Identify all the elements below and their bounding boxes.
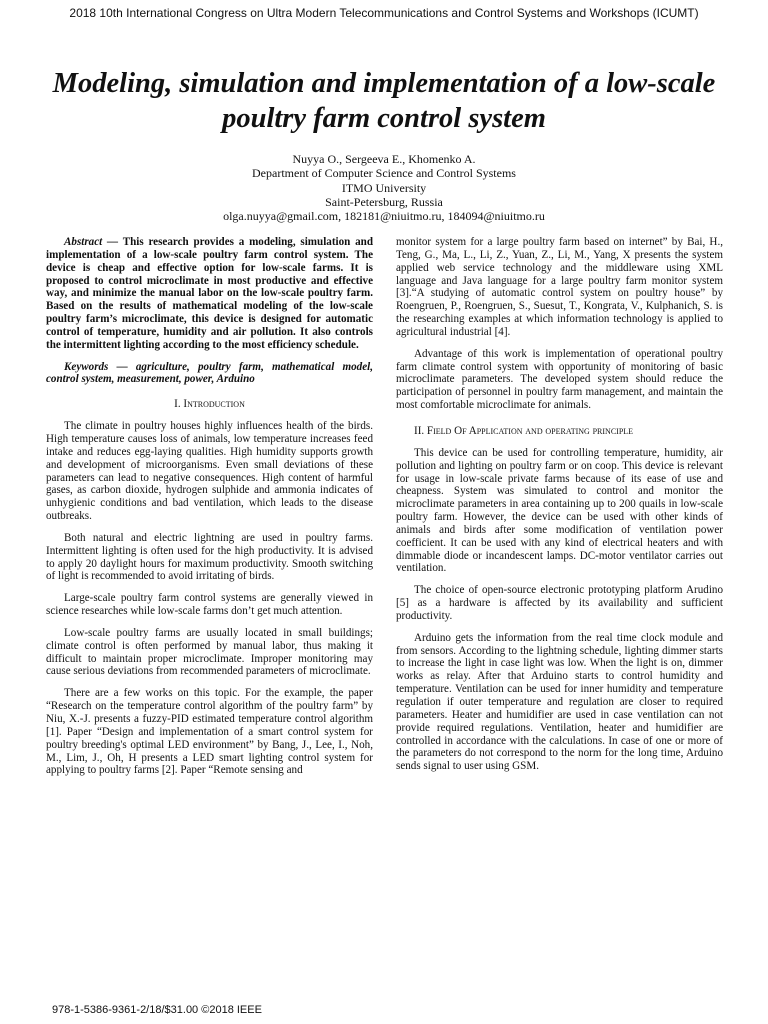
field-paragraph-1: This device can be used for controlling temperature, humidity, air pollution and lighting on poultry farm or on coop. This device is relevant for usage in low-scale private farms because of its ease of use and cheapness. System was simulated to control and monitor the microclimate parameters in area containing up to 200 quails in low-scale poultry farm. However, the device can be used with other kinds of animals and birds after some modification of ventilation power coefficient. It can be used with any kind of electrical heaters and with dimmable diode or incandescent lamps. DC-motor ventilator carries out ventilation. [396,446,723,575]
author-emails: olga.nuyya@gmail.com, 182181@niuitmo.ru, 184094@niuitmo.ru [223,209,545,224]
left-column [46,236,373,786]
advantage-paragraph: Advantage of this work is implementation of operational poultry farm climate control system with opportunity of monitoring of basic microclimate parameters. The developed system should reduce the participation of personnel in poultry farm management, and maintain the most comfortable microclimate for animals. [396,347,723,412]
intro-paragraph-2: Both natural and electric lightning are used in poultry farms. Intermittent lighting is often used for the high productivity. It is advised to apply 20 daylight hours for maximum productivity. Smooth switching of light is recommended to avoid irritating of birds. [46,531,373,583]
intro-paragraph-3: Large-scale poultry farm control systems are generally viewed in science researches while low-scale farms don’t get much attention. [46,592,373,618]
paper-title: Modeling, simulation and implementation of a low-scale poultry farm control system [52,68,716,134]
author-block [0,152,768,223]
intro-paragraph-4: Low-scale poultry farms are usually located in small buildings; climate control is often performed by manual labor, thus making it difficult to maintain proper microclimate. Improper monitoring may cause serious deviations from recommended parameters of microclimate. [46,626,373,678]
abstract-text: This research provides a modeling, simulation and implementation of a low-scale poultry farm control system. The device is cheap and effective option for low-scale farms. It is proposed to control microclimate in most productive and effective way, and minimize the manual labor on the low-scale poultry farm. Based on the results of mathematical modeling of the low-scale poultry farm’s microclimate, this device is designed for automatic control of temperature, humidity and air pollution. It also controls the intermittent lighting according to the most efficiency schedule. [46,236,373,351]
abstract [46,236,373,352]
field-paragraph-3: Arduino gets the information from the real time clock module and from sensors. According to the lightning schedule, lighting dimmer starts to increase the light in case light was low. When the light is on, dimmer works as relay. After that Arduino starts to control humidity and temperature. Ventilation can be used for inner humidity and temperature regulation if outer temperature and regulation are closer to required parameters. Heater and humidifier are used in case ventilation can not provide required regulations. Ventilation, heater and humidifier are controlled in accordance with the calculations. In case of one or more of the parameters do not correspond to the norm for the long time, Arduino sends signal to user using GSM. [396,631,723,773]
right-column [396,236,723,782]
intro-paragraph-5: There are a few works on this topic. For the example, the paper “Research on the temperature control algorithm of the poultry farm” by Niu, X.-J. presents a fuzzy-PID estimated temperature control algorithm [1]. Paper “Design and implementation of a smart control system for poultry breeding's optimal LED environment” by Bang, J., Lee, I., Noh, M., Lim, J., Oh, H presents a LED smart lighting control system for applying to poultry farms [2]. Paper “Remote sensing and [46,687,373,777]
author-names: Nuyya O., Sergeeva E., Khomenko A. [292,152,476,166]
abstract-lead: Abstract — [64,236,119,248]
section-2-heading: II. Field Of Application and operating principle [414,424,634,437]
keywords-text: agriculture, poultry farm, mathematical model, control system, measurement, power, Arduino [46,360,373,386]
author-department: Department of Computer Science and Control Systems [252,166,516,181]
intro-paragraph-1: The climate in poultry houses highly influences health of the birds. High temperature causes loss of animals, low temperature increases feed intake and reduces egg-laying qualities. High humidity supports growth and development of microorganisms. Even small deviations of these parameters can lead to negative consequences. High content of harmful gases, as carbon dioxide, hydrogen sulphide and ammonia indicates of unhygienic conditions and bad ventilation, which leads to the disease outbreaks. [46,420,373,523]
section-1-heading: I. Introduction [174,398,245,411]
keywords-lead: Keywords — [64,360,128,373]
keywords [46,361,373,387]
conference-header: 2018 10th International Congress on Ultra Modern Telecommunications and Control Systems and Workshops (ICUMT) [69,6,699,20]
field-paragraph-2: The choice of open-source electronic prototyping platform Arudino [5] as a hardware is affected by its availability and sufficient productivity. [396,584,723,622]
author-university: ITMO University [341,180,427,195]
continuation-paragraph: monitor system for a large poultry farm based on internet” by Bai, H., Teng, G., Ma, L., Li, Z., Yuan, Z., Li, M., Yang, X presents the system applied web service technology and the middleware using XML language and Java language for a large poultry farm monitor system [3].“A studying of automatic control system on poultry house” by Roengruen, P., Roengruen, S., Suesut, T., Kongrata, V., Kulphanich, S. is the researching examples at which information technology is applied to agricultural industrial [4]. [396,236,723,338]
copyright-footer: 978-1-5386-9361-2/18/$31.00 ©2018 IEEE [52,1004,262,1016]
author-city: Saint-Petersburg, Russia [325,194,443,209]
